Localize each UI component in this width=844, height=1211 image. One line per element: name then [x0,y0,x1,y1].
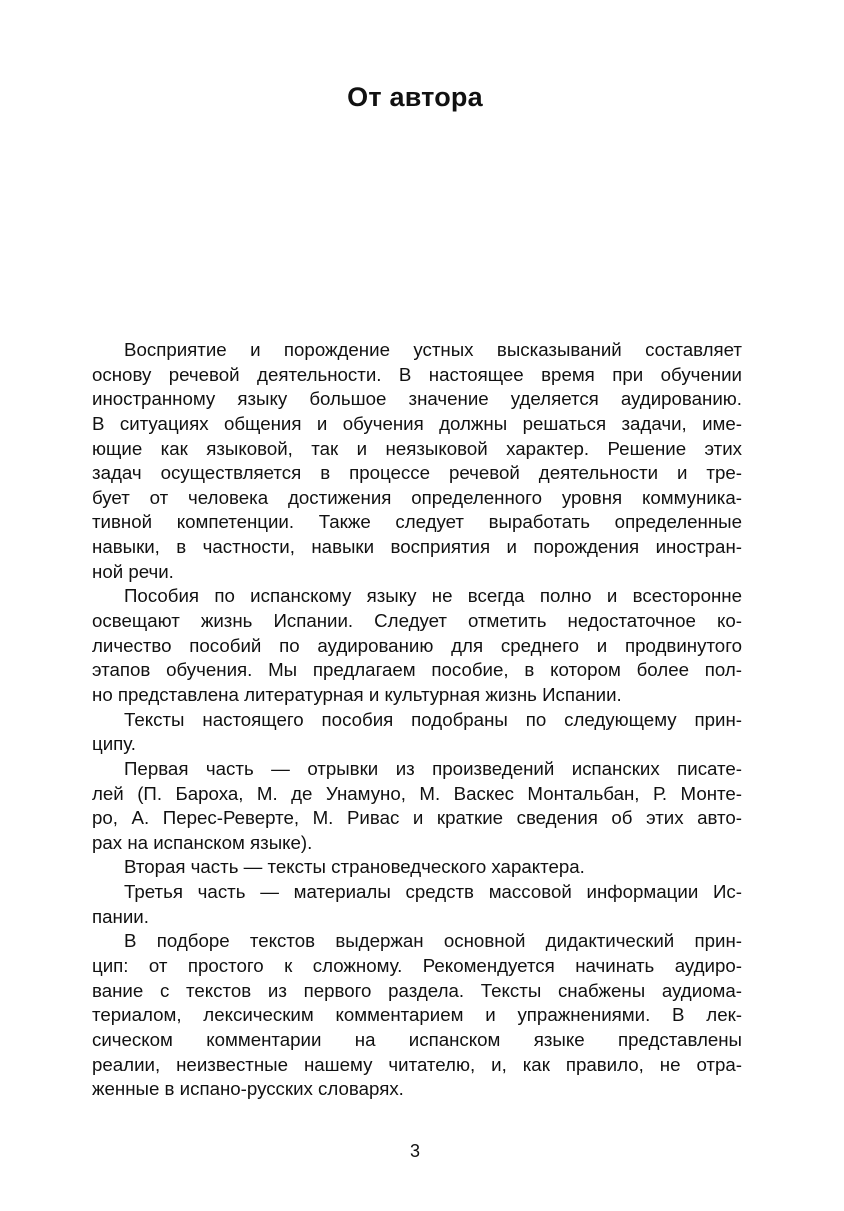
text-line: ро, А. Перес-Реверте, М. Ривас и краткие сведения об этих авто- [92,807,742,829]
text-line: женные в испано-русских словарях. [92,1078,404,1100]
text-line: Первая часть — отрывки из произведений испанских писате- [124,757,742,779]
text-line: иностранному языку большое значение уделяется аудированию. [92,388,742,410]
text-line: тивной компетенции. Также следует выработать определенные [92,511,742,533]
text-line: задач осуществляется в процессе речевой деятельности и тре- [92,462,742,484]
text-line: Пособия по испанскому языку не всегда полно и всесторонне [124,585,742,607]
text-line: пании. [92,905,149,927]
text-line: ципу. [92,733,136,755]
body-text [92,338,742,1102]
text-line: В ситуациях общения и обучения должны решаться задачи, име- [92,412,742,434]
page-title: От автора [347,82,483,112]
text-line: навыки, в частности, навыки восприятия и порождения иностран- [92,536,742,558]
text-line: рах на испанском языке). [92,831,313,853]
text-line: Восприятие и порождение устных высказываний составляет [124,339,742,360]
text-line: сическом комментарии на испанском языке представлены [92,1028,742,1050]
text-line: освещают жизнь Испании. Следует отметить недостаточное ко- [92,610,742,632]
text-line: вание с текстов из первого раздела. Тексты снабжены аудиома- [92,979,742,1001]
text-line: личество пособий по аудированию для среднего и продвинутого [92,634,742,656]
text-line: В подборе текстов выдержан основной дидактический прин- [124,930,742,952]
text-line: бует от человека достижения определенного уровня коммуника- [92,486,742,508]
text-line: но представлена литературная и культурная жизнь Испании. [92,683,622,705]
text-line: Тексты настоящего пособия подобраны по следующему прин- [124,708,742,730]
text-line: ной речи. [92,560,174,582]
text-line: Третья часть — материалы средств массовой информации Ис- [124,881,742,903]
text-line: ющие как языковой, так и неязыковой характер. Решение этих [92,437,742,459]
text-line: реалии, неизвестные нашему читателю, и, как правило, не отра- [92,1053,742,1075]
text-line: этапов обучения. Мы предлагаем пособие, в котором более пол- [92,659,742,681]
text-line: цип: от простого к сложному. Рекомендуется начинать аудиро- [92,955,742,977]
page-number: 3 [409,1141,420,1161]
text-line: Вторая часть — тексты страноведческого характера. [124,856,585,878]
text-line: териалом, лексическим комментарием и упражнениями. В лек- [92,1004,742,1026]
text-line: основу речевой деятельности. В настоящее время при обучении [92,363,742,385]
text-line: лей (П. Бароха, М. де Унамуно, М. Васкес Монтальбан, Р. Монте- [92,782,742,804]
